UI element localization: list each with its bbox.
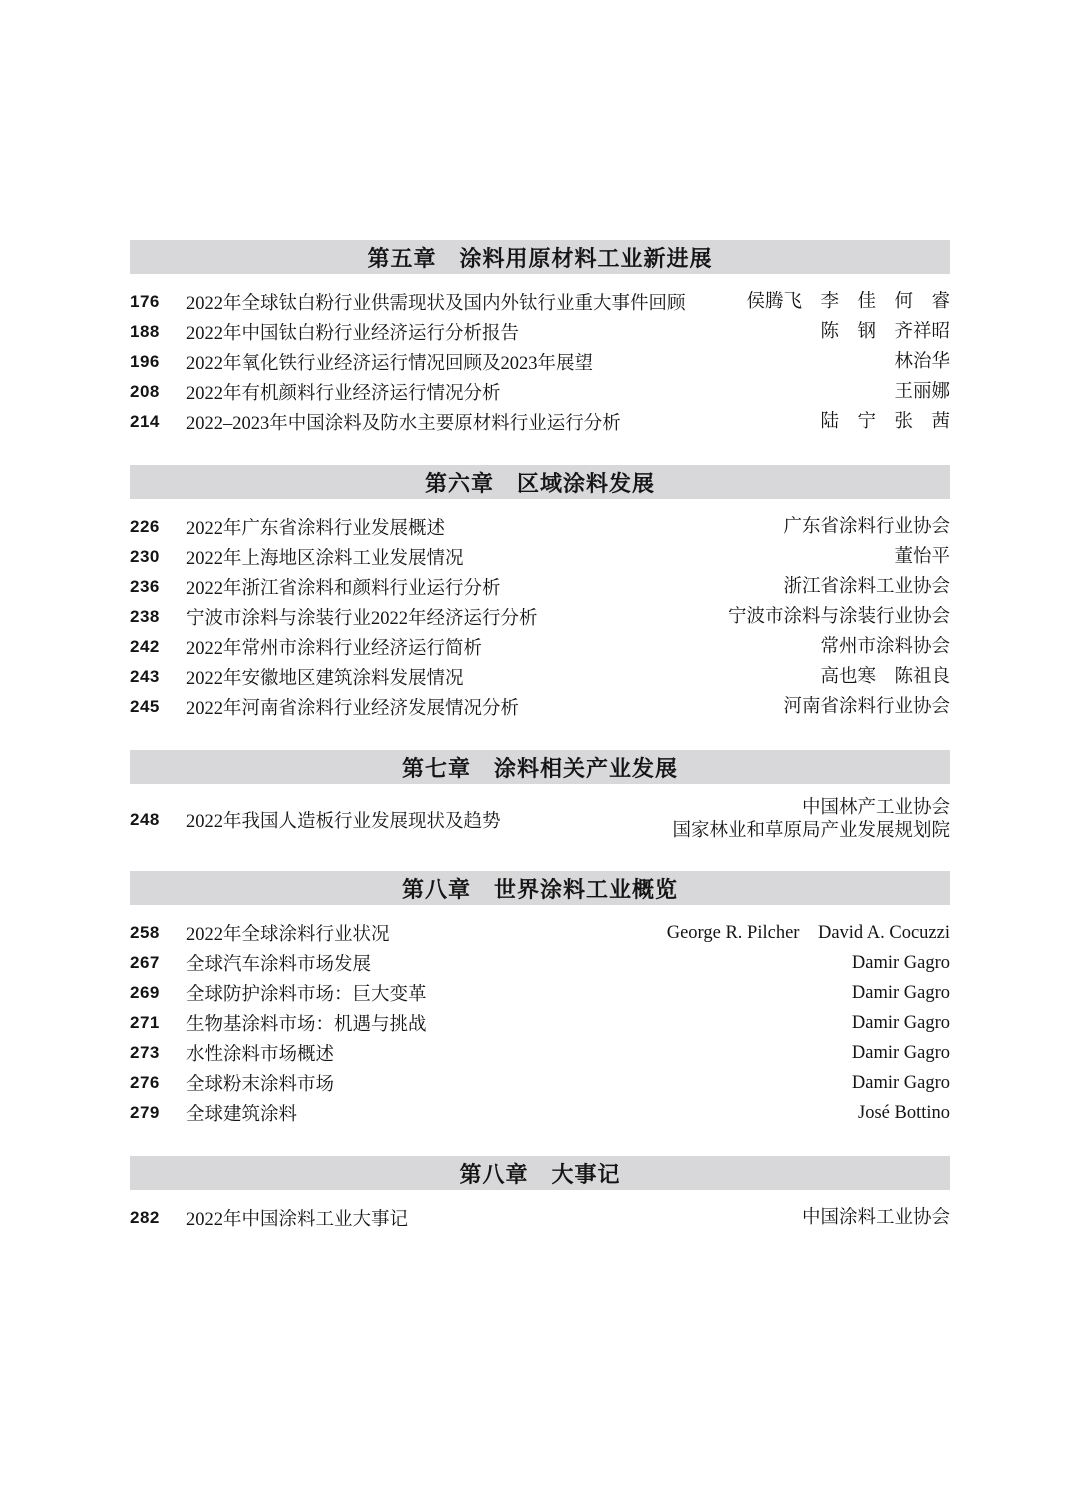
toc-entry [130, 692, 950, 722]
toc-entry [130, 512, 950, 542]
entry-title: 全球粉末涂料市场 [186, 1075, 335, 1095]
entry-authors [852, 982, 950, 1005]
toc-entry [130, 632, 950, 662]
toc-entry [130, 918, 950, 948]
toc-entry [130, 347, 950, 377]
entry-page-number: 208 [130, 382, 160, 401]
entry-title: 2022年中国钛白粉行业经济运行分析报告 [186, 324, 520, 344]
entry-title: 全球汽车涂料市场发展 [186, 955, 372, 975]
entry-authors [852, 1042, 950, 1065]
entry-authors [672, 797, 950, 843]
entry-authors [783, 516, 950, 539]
entry-page-number: 276 [130, 1073, 160, 1092]
toc-entry [130, 1098, 950, 1128]
entry-page-number: 188 [130, 322, 160, 341]
author-line: 广东省涂料行业协会 [783, 516, 950, 537]
author-line: 董怡平 [894, 546, 950, 567]
author-line: Damir Gagro [851, 1042, 950, 1063]
chapter-section [130, 750, 950, 843]
entry-authors [820, 321, 950, 344]
author-line: Damir Gagro [851, 1072, 950, 1093]
chapter-section [130, 465, 950, 722]
entry-authors [894, 351, 950, 374]
entry-title: 2022年我国人造板行业发展现状及趋势 [186, 812, 501, 832]
entry-authors [894, 546, 950, 569]
author-line: 宁波市涂料与涂装行业协会 [727, 606, 950, 627]
entry-title: 2022年河南省涂料行业经济发展情况分析 [186, 699, 520, 719]
entry-page-number: 196 [130, 352, 160, 371]
entry-title: 2022年中国涂料工业大事记 [186, 1210, 409, 1230]
entry-title: 2022年常州市涂料行业经济运行简析 [186, 639, 483, 659]
entry-page-number: 230 [130, 547, 160, 566]
chapter-heading-bar [130, 750, 950, 784]
entry-page-number: 245 [130, 697, 160, 716]
toc-entry [130, 377, 950, 407]
toc-entry [130, 1008, 950, 1038]
entry-page-number: 269 [130, 983, 160, 1002]
entry-authors [667, 922, 950, 945]
entry-authors [783, 576, 950, 599]
chapter-heading-bar [130, 465, 950, 499]
toc-entry [130, 1203, 950, 1233]
author-line: 陆 宁 张 茜 [820, 411, 950, 432]
entry-page-number: 236 [130, 577, 160, 596]
author-line: Damir Gagro [851, 1012, 950, 1033]
chapter-title: 第八章 大事记 [459, 1161, 621, 1187]
entry-title: 2022年浙江省涂料和颜料行业运行分析 [186, 579, 501, 599]
entry-authors [820, 636, 950, 659]
entry-title: 2022年有机颜料行业经济运行情况分析 [186, 384, 501, 404]
toc-entry [130, 407, 950, 437]
entry-title: 2022年安徽地区建筑涂料发展情况 [186, 669, 464, 689]
entry-page-number: 176 [130, 292, 160, 311]
author-line: 河南省涂料行业协会 [783, 696, 950, 717]
entry-authors [728, 606, 950, 629]
entry-page-number: 282 [130, 1208, 160, 1227]
entry-authors [894, 381, 950, 404]
author-line: 中国林产工业协会 [801, 798, 950, 818]
toc-entry [130, 948, 950, 978]
toc-entry [130, 797, 950, 843]
toc-entry [130, 662, 950, 692]
entry-authors [820, 411, 950, 434]
chapter-section [130, 871, 950, 1128]
author-line: Damir Gagro [851, 952, 950, 973]
author-line: 中国涂料工业协会 [801, 1207, 950, 1228]
chapter-heading-bar [130, 1156, 950, 1190]
toc-entry [130, 1038, 950, 1068]
entry-authors [852, 952, 950, 975]
chapter-entries [130, 918, 950, 1128]
entry-authors [852, 1072, 950, 1095]
chapter-title: 第五章 涂料用原材料工业新进展 [367, 245, 713, 271]
entry-page-number: 243 [130, 667, 160, 686]
entry-authors [820, 666, 950, 689]
entry-page-number: 238 [130, 607, 160, 626]
chapter-entries [130, 1203, 950, 1233]
author-line: George R. Pilcher David A. Cocuzzi [666, 922, 950, 943]
chapter-title: 第七章 涂料相关产业发展 [401, 755, 678, 781]
toc-entry [130, 317, 950, 347]
author-line: 国家林业和草原局产业发展规划院 [672, 821, 950, 841]
chapter-heading-bar [130, 871, 950, 905]
chapter-entries [130, 287, 950, 437]
entry-authors [852, 1012, 950, 1035]
entry-title: 2022年氧化铁行业经济运行情况回顾及2023年展望 [186, 354, 594, 374]
author-line: 侯腾飞 李 佳 何 睿 [746, 291, 950, 312]
entry-authors [783, 696, 950, 719]
entry-title: 水性涂料市场概述 [186, 1045, 335, 1065]
author-line: 陈 钢 齐祥昭 [820, 321, 950, 342]
toc-entry [130, 1068, 950, 1098]
chapter-entries [130, 512, 950, 722]
author-line: 林治华 [894, 351, 950, 372]
toc-entry [130, 542, 950, 572]
entry-title: 宁波市涂料与涂装行业2022年经济运行分析 [186, 609, 538, 629]
entry-title: 2022年全球钛白粉行业供需现状及国内外钛行业重大事件回顾 [186, 294, 686, 314]
entry-authors [746, 291, 950, 314]
entry-title: 2022–2023年中国涂料及防水主要原材料行业运行分析 [186, 414, 621, 434]
entry-page-number: 271 [130, 1013, 160, 1032]
author-line: 浙江省涂料工业协会 [783, 576, 950, 597]
entry-page-number: 267 [130, 953, 160, 972]
chapter-heading-bar [130, 240, 950, 274]
entry-authors [858, 1102, 950, 1125]
entry-title: 全球建筑涂料 [186, 1105, 298, 1125]
entry-page-number: 242 [130, 637, 160, 656]
entry-title: 全球防护涂料市场：巨大变革 [186, 985, 427, 1005]
entry-page-number: 258 [130, 923, 160, 942]
chapter-section [130, 240, 950, 437]
entry-title: 2022年全球涂料行业状况 [186, 925, 390, 945]
author-line: José Bottino [858, 1102, 950, 1123]
author-line: 王丽娜 [894, 381, 950, 402]
entry-page-number: 279 [130, 1103, 160, 1122]
entry-title: 2022年广东省涂料行业发展概述 [186, 519, 446, 539]
entry-page-number: 248 [130, 810, 160, 829]
entry-title: 生物基涂料市场：机遇与挑战 [186, 1015, 427, 1035]
toc-entry [130, 602, 950, 632]
entry-page-number: 226 [130, 517, 160, 536]
author-line: 高也寒 陈祖良 [820, 666, 950, 687]
chapter-section [130, 1156, 950, 1233]
entry-page-number: 214 [130, 412, 160, 431]
entry-title: 2022年上海地区涂料工业发展情况 [186, 549, 464, 569]
author-line: 常州市涂料协会 [820, 636, 950, 657]
toc-entry [130, 978, 950, 1008]
table-of-contents [130, 240, 950, 1233]
toc-entry [130, 572, 950, 602]
entry-page-number: 273 [130, 1043, 160, 1062]
chapter-title: 第八章 世界涂料工业概览 [401, 876, 678, 902]
author-line: Damir Gagro [851, 982, 950, 1003]
toc-entry [130, 287, 950, 317]
entry-authors [802, 1207, 950, 1230]
chapter-entries [130, 797, 950, 843]
chapter-title: 第六章 区域涂料发展 [424, 470, 655, 496]
